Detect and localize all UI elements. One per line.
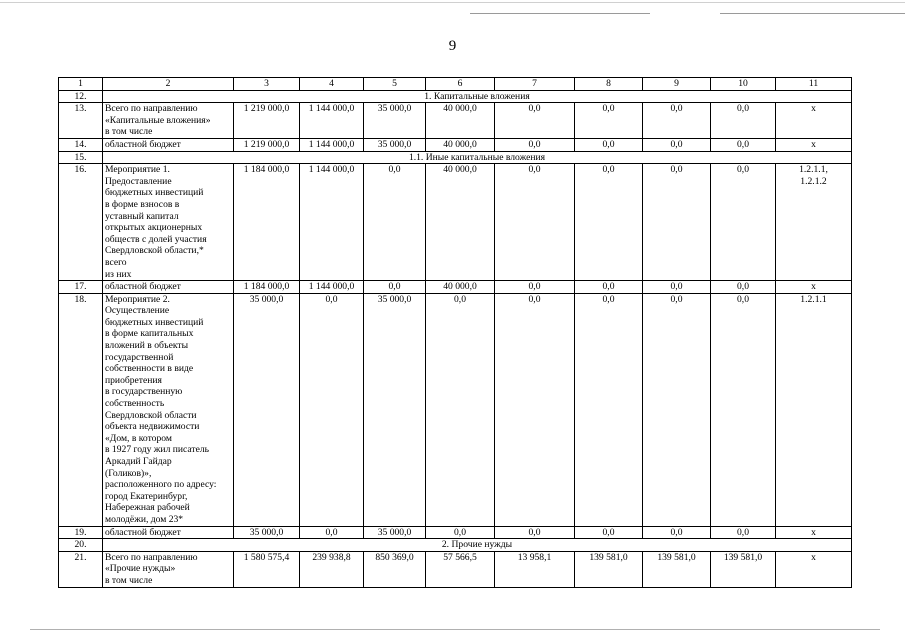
item-name-line: (Голиков)», — [105, 467, 152, 479]
value-cell: 0,0 — [575, 281, 643, 294]
header-cell: 11 — [776, 78, 852, 91]
item-name-cell — [103, 293, 234, 526]
item-name-line: из них — [105, 268, 132, 280]
target-ref-cell — [776, 281, 852, 294]
table-row — [59, 281, 852, 294]
item-name-line: областной бюджет — [105, 526, 181, 538]
header-cell: 10 — [711, 78, 776, 91]
value-cell: 239 938,8 — [300, 551, 364, 587]
item-name-line: приобретения — [105, 374, 162, 386]
value-cell: 0,0 — [643, 293, 711, 526]
item-name-line: молодёжи, дом 23* — [105, 513, 184, 525]
table-row — [59, 103, 852, 139]
budget-table — [58, 77, 852, 588]
row-number: 19. — [59, 526, 103, 539]
value-cell: 0,0 — [643, 281, 711, 294]
value-cell: 0,0 — [495, 164, 575, 281]
value-cell: 35 000,0 — [364, 526, 426, 539]
row-number: 17. — [59, 281, 103, 294]
item-name-line: в государственную — [105, 386, 183, 398]
target-ref-line: х — [811, 526, 816, 538]
item-name-line: Свердловской области,* — [105, 245, 204, 257]
section-row — [59, 151, 852, 164]
item-name-cell — [103, 164, 234, 281]
scan-artifact-line — [30, 629, 880, 630]
scan-artifact-line — [470, 13, 650, 14]
item-name-cell — [103, 103, 234, 139]
section-title: 1. Капитальные вложения — [103, 90, 852, 103]
value-cell: 0,0 — [643, 103, 711, 139]
value-cell: 0,0 — [711, 103, 776, 139]
item-name-line: всего — [105, 256, 127, 268]
value-cell: 1 144 000,0 — [300, 103, 364, 139]
value-cell: 35 000,0 — [234, 293, 300, 526]
value-cell: 1 219 000,0 — [234, 103, 300, 139]
value-cell: 40 000,0 — [426, 103, 495, 139]
item-name-cell — [103, 526, 234, 539]
item-name-line: Мероприятие 2. — [105, 293, 170, 305]
section-row — [59, 90, 852, 103]
value-cell: 0,0 — [643, 526, 711, 539]
value-cell: 0,0 — [575, 293, 643, 526]
item-name-line: Всего по направлению — [105, 551, 198, 563]
row-number: 20. — [59, 539, 103, 552]
target-ref-line: х — [811, 103, 816, 115]
target-ref-cell — [776, 103, 852, 139]
item-name-line: «Прочие нужды» — [105, 563, 176, 575]
target-ref-cell — [776, 164, 852, 281]
value-cell: 35 000,0 — [234, 526, 300, 539]
header-cell: 4 — [300, 78, 364, 91]
item-name-cell — [103, 281, 234, 294]
table-row — [59, 526, 852, 539]
table-row — [59, 138, 852, 151]
header-cell: 2 — [103, 78, 234, 91]
value-cell: 40 000,0 — [426, 164, 495, 281]
value-cell: 0,0 — [426, 293, 495, 526]
row-number: 15. — [59, 151, 103, 164]
item-name-line: собственность — [105, 398, 165, 410]
item-name-line: Аркадий Гайдар — [105, 456, 172, 467]
value-cell: 0,0 — [711, 164, 776, 281]
item-name-line: областной бюджет — [105, 138, 181, 150]
table-row — [59, 164, 852, 281]
value-cell: 57 566,5 — [426, 551, 495, 587]
item-name-line: вложений в объекты — [105, 340, 189, 352]
value-cell: 1 184 000,0 — [234, 281, 300, 294]
scan-artifact-line — [720, 13, 905, 14]
value-cell: 1 219 000,0 — [234, 138, 300, 151]
section-row — [59, 539, 852, 552]
value-cell: 0,0 — [575, 526, 643, 539]
value-cell: 0,0 — [643, 164, 711, 281]
table-row — [59, 551, 852, 587]
item-name-line: объекта недвижимости — [105, 421, 200, 433]
item-name-line: областной бюджет — [105, 281, 181, 293]
value-cell: 40 000,0 — [426, 281, 495, 294]
value-cell: 0,0 — [643, 138, 711, 151]
item-name-line: государственной — [105, 351, 174, 363]
row-number: 16. — [59, 164, 103, 281]
value-cell: 0,0 — [495, 103, 575, 139]
item-name-line: в форме взносов в — [105, 198, 180, 210]
item-name-line: расположенного по адресу: — [105, 479, 217, 491]
target-ref-cell — [776, 138, 852, 151]
item-name-line: бюджетных инвестиций — [105, 187, 204, 199]
value-cell: 35 000,0 — [364, 103, 426, 139]
value-cell: 35 000,0 — [364, 138, 426, 151]
item-name-line: собственности в виде — [105, 363, 194, 375]
row-number: 13. — [59, 103, 103, 139]
header-cell: 6 — [426, 78, 495, 91]
item-name-line: Свердловской области — [105, 409, 197, 421]
item-name-line: Предоставление — [105, 175, 172, 187]
target-ref-line: 1.2.1.1 — [800, 293, 827, 305]
item-name-line: в форме капитальных — [105, 328, 194, 340]
item-name-line: в 1927 году жил писатель — [105, 444, 210, 456]
item-name-line: в том числе — [105, 574, 153, 586]
header-cell: 5 — [364, 78, 426, 91]
target-ref-cell — [776, 526, 852, 539]
header-cell: 9 — [643, 78, 711, 91]
item-name-line: обществ с долей участия — [105, 233, 207, 245]
value-cell: 0,0 — [495, 293, 575, 526]
item-name-cell — [103, 551, 234, 587]
row-number: 14. — [59, 138, 103, 151]
value-cell: 0,0 — [711, 526, 776, 539]
value-cell: 1 144 000,0 — [300, 164, 364, 281]
header-row — [59, 78, 852, 91]
item-name-line: «Капитальные вложения» — [105, 114, 211, 126]
item-name-line: Осуществление — [105, 305, 170, 317]
value-cell: 13 958,1 — [495, 551, 575, 587]
value-cell: 139 581,0 — [643, 551, 711, 587]
value-cell: 0,0 — [495, 281, 575, 294]
item-name-line: Мероприятие 1. — [105, 164, 170, 176]
row-number: 18. — [59, 293, 103, 526]
item-name-line: «Дом, в котором — [105, 432, 172, 444]
item-name-cell — [103, 138, 234, 151]
value-cell: 0,0 — [364, 281, 426, 294]
value-cell: 0,0 — [711, 281, 776, 294]
header-cell: 3 — [234, 78, 300, 91]
section-title: 2. Прочие нужды — [103, 539, 852, 552]
target-ref-cell — [776, 551, 852, 587]
page-number: 9 — [448, 38, 457, 54]
value-cell: 850 369,0 — [364, 551, 426, 587]
value-cell: 1 144 000,0 — [300, 281, 364, 294]
header-cell: 8 — [575, 78, 643, 91]
target-ref-line: х — [811, 138, 816, 150]
value-cell: 35 000,0 — [364, 293, 426, 526]
section-title: 1.1. Иные капитальные вложения — [103, 151, 852, 164]
value-cell: 0,0 — [300, 293, 364, 526]
item-name-line: бюджетных инвестиций — [105, 316, 204, 328]
target-ref-line: х — [811, 281, 816, 293]
value-cell: 1 184 000,0 — [234, 164, 300, 281]
target-ref-cell — [776, 293, 852, 526]
value-cell: 0,0 — [300, 526, 364, 539]
target-ref-line: 1.2.1.2 — [800, 175, 827, 187]
value-cell: 0,0 — [575, 138, 643, 151]
value-cell: 139 581,0 — [711, 551, 776, 587]
value-cell: 0,0 — [711, 293, 776, 526]
item-name-line: открытых акционерных — [105, 222, 203, 234]
item-name-line: в том числе — [105, 126, 153, 138]
target-ref-line: х — [811, 551, 816, 563]
value-cell: 0,0 — [495, 526, 575, 539]
row-number: 21. — [59, 551, 103, 587]
item-name-line: город Екатеринбург, — [105, 490, 188, 502]
item-name-line: уставный капитал — [105, 210, 179, 222]
value-cell: 139 581,0 — [575, 551, 643, 587]
table-row — [59, 293, 852, 526]
value-cell: 0,0 — [711, 138, 776, 151]
value-cell: 1 580 575,4 — [234, 551, 300, 587]
item-name-line: Всего по направлению — [105, 103, 198, 115]
value-cell: 0,0 — [575, 164, 643, 281]
item-name-line: Набережная рабочей — [105, 502, 190, 514]
value-cell: 40 000,0 — [426, 138, 495, 151]
value-cell: 0,0 — [426, 526, 495, 539]
target-ref-line: 1.2.1.1, — [799, 164, 828, 176]
value-cell: 1 144 000,0 — [300, 138, 364, 151]
row-number: 12. — [59, 90, 103, 103]
header-cell: 1 — [59, 78, 103, 91]
value-cell: 0,0 — [364, 164, 426, 281]
scan-artifact-line — [0, 2, 905, 3]
value-cell: 0,0 — [495, 138, 575, 151]
value-cell: 0,0 — [575, 103, 643, 139]
header-cell: 7 — [495, 78, 575, 91]
